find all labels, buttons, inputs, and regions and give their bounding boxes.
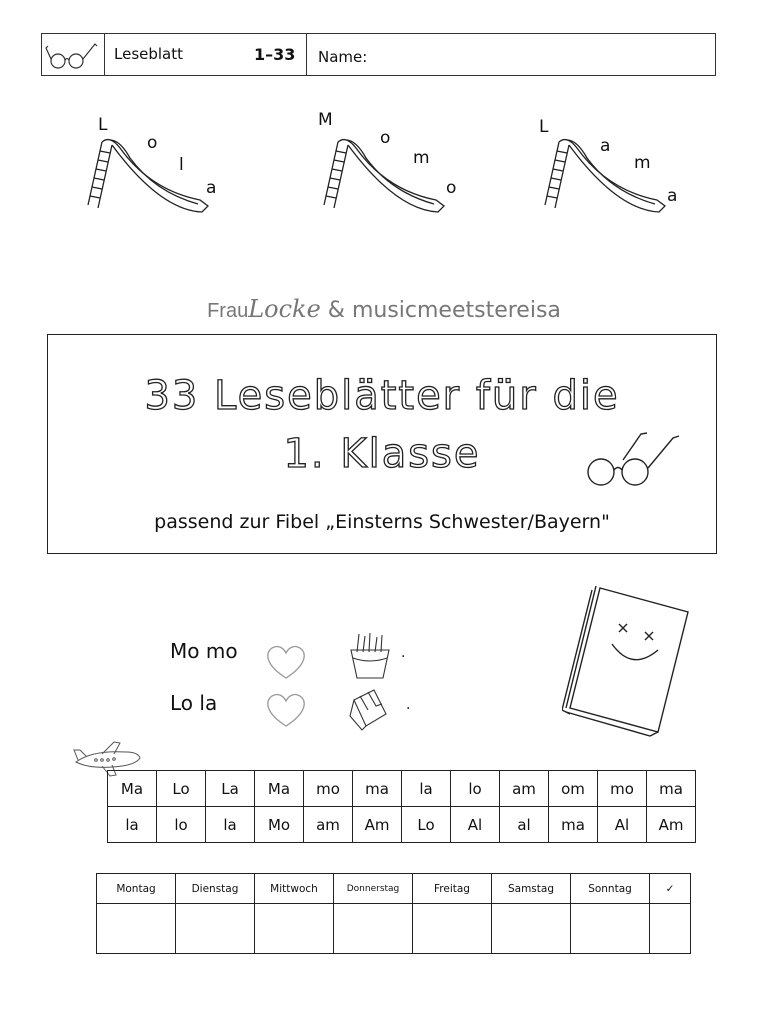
checkmark-header: ✓ [650,874,691,904]
slide1-letter-3: l [179,155,184,175]
weekday-header: Dienstag [176,874,255,904]
weekday-header-row [97,874,691,904]
slide2-letter-3: m [413,148,430,168]
cover-title-line1: 33 Leseblätter für die [144,373,620,419]
slide2-letter-4: o [446,178,457,198]
syllable-cell: ma [353,771,402,807]
heart-icon [262,642,312,682]
weekday-entry-cell[interactable] [176,904,255,954]
weekday-header: Sonntag [571,874,650,904]
syllable-cell: lo [451,771,500,807]
slide3-letter-3: m [634,153,651,173]
slide2-letter-2: o [380,128,391,148]
weekday-entry-cell[interactable] [97,904,176,954]
heart-icon [262,690,312,730]
syllable-cell: Ma [108,771,157,807]
practice-dot-1: . [401,645,406,661]
name-label: Name: [318,48,368,66]
weekday-entry-cell[interactable] [255,904,334,954]
weekday-header: Montag [97,874,176,904]
weekday-entry-cell[interactable] [492,904,571,954]
slide3-letter-1: L [539,117,549,137]
cover-subtitle: passend zur Fibel „Einsterns Schwester/Bayern" [154,511,610,533]
weekday-entry-row [97,904,691,954]
syllable-cell: Am [353,807,402,843]
syllable-row-2 [108,807,696,843]
slide3-letter-2: a [600,136,611,156]
syllable-cell: mo [598,771,647,807]
slide1-letter-1: L [98,115,108,135]
slide1-letter-2: o [147,133,158,153]
syllable-cell: la [402,771,451,807]
syllable-cell: Lo [157,771,206,807]
weekday-header: Freitag [413,874,492,904]
sheet-title: Leseblatt [114,45,184,63]
cover-title-box [47,334,717,554]
weekday-header: Donnerstag [334,874,413,904]
syllable-cell: am [500,771,549,807]
weekday-entry-cell[interactable] [334,904,413,954]
brand-frau: Frau [207,300,249,322]
weekday-tracker-table [96,873,691,954]
syllable-cell: al [500,807,549,843]
weekday-header: Samstag [492,874,571,904]
weekday-header: Mittwoch [255,874,334,904]
brand-line [0,295,768,323]
chocolate-icon [346,686,391,734]
fries-icon [345,632,395,682]
syllable-cell: mo [304,771,353,807]
syllable-cell: Lo [402,807,451,843]
slide3-letter-4: a [667,186,678,206]
header-bar [41,33,716,76]
syllable-cell: Ma [255,771,304,807]
syllable-cell: am [304,807,353,843]
glasses-icon [583,430,693,490]
syllable-cell: ma [647,771,696,807]
syllable-cell: lo [157,807,206,843]
brand-locke: Locke [248,295,321,323]
syllable-cell: La [206,771,255,807]
syllable-table [107,770,696,843]
practice-dot-2: . [406,697,411,713]
syllable-cell: Al [451,807,500,843]
syllable-cell: la [206,807,255,843]
smiling-book-icon [562,582,692,742]
practice-line1: Mo mo [170,639,238,663]
syllable-cell: Mo [255,807,304,843]
sheet-title-cell [104,34,307,75]
checkmark-entry-cell[interactable] [650,904,691,954]
sheet-number: 1–33 [254,45,296,64]
syllable-cell: ma [549,807,598,843]
syllable-row-1 [108,771,696,807]
slide2-letter-1: M [318,110,333,130]
slide1-letter-4: a [206,178,217,198]
weekday-entry-cell[interactable] [571,904,650,954]
glasses-icon [42,34,105,75]
syllable-cell: Am [647,807,696,843]
weekday-entry-cell[interactable] [413,904,492,954]
syllable-cell: Al [598,807,647,843]
syllable-cell: om [549,771,598,807]
syllable-cell: la [108,807,157,843]
practice-line2: Lo la [170,691,218,715]
brand-rest: & musicmeetstereisa [327,298,561,323]
cover-title-line2: 1. Klasse [283,431,481,477]
